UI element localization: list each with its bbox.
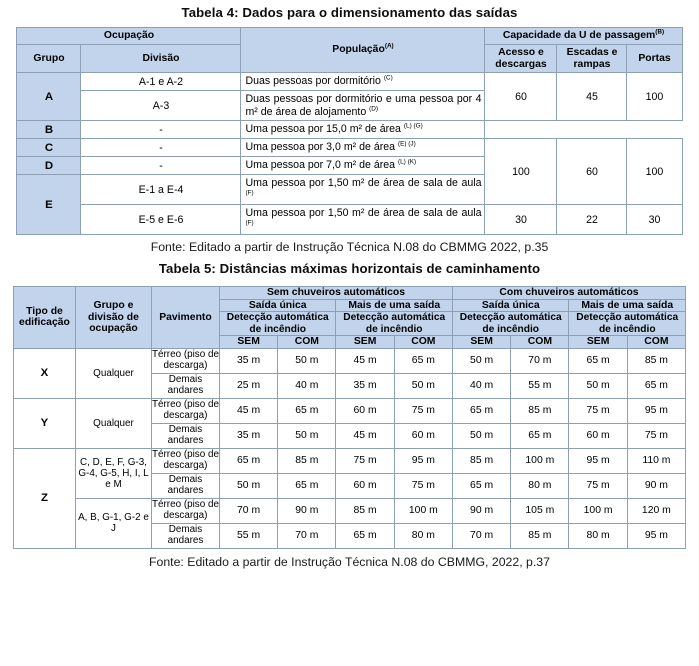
table5-header-saida-unica-sem: Saída única [219, 299, 336, 312]
table5-header-sem: SEM [569, 336, 627, 349]
table4-header-acesso-descargas: Acesso e descargas [485, 45, 557, 73]
table5-header-sem-chuveiros: Sem chuveiros automáticos [219, 287, 452, 300]
table5-cell-pavimento: Térreo (piso de descarga) [151, 448, 219, 473]
table5-cell-grupo-divisao: Qualquer [75, 398, 151, 448]
table5-cell-distance: 45 m [219, 398, 277, 423]
table4-header-populacao: População$^{(A)}$ [241, 28, 485, 73]
table4-cell-divisao: E-1 a E-4 [81, 175, 241, 205]
table5-header-tipo: Tipo de edificação [13, 287, 75, 349]
table5-cell-distance: 75 m [569, 398, 627, 423]
table-row [17, 139, 682, 157]
table4-header-ocupacao: Ocupação [17, 28, 241, 45]
table5-section [0, 256, 699, 569]
table5-cell-pavimento: Demais andares [151, 373, 219, 398]
table5-cell-tipo: X [13, 348, 75, 398]
table5-header-sem: SEM [452, 336, 510, 349]
table5-header-deteccao-4: Detecção automática de incêndio [569, 312, 686, 336]
table5-cell-distance: 90 m [627, 473, 685, 498]
table5-caption: Fonte: Editado a partir de Instrução Técnica N.08 do CBMMG, 2022, p.37 [148, 554, 550, 569]
table5-header-com: COM [511, 336, 569, 349]
table5-cell-distance: 85 m [278, 448, 336, 473]
table4-header-grupo: Grupo [17, 45, 81, 73]
table4-header-capacidade: Capacidade da U de passagem$^{(B)}$ [485, 28, 682, 45]
table5-cell-distance: 85 m [627, 348, 685, 373]
table5-cell-distance: 65 m [219, 448, 277, 473]
table4-cell-escadas-rampas: 22 [557, 205, 627, 235]
table5-header-deteccao-2: Detecção automática de incêndio [336, 312, 453, 336]
table4-cell-populacao: Uma pessoa por 1,50 m² de área de sala de aula $^{(F)}$ [241, 205, 485, 235]
table5-cell-distance: 70 m [219, 498, 277, 523]
table5-cell-distance: 90 m [452, 498, 510, 523]
table5-cell-tipo: Z [13, 448, 75, 548]
table5-cell-distance: 80 m [394, 523, 452, 548]
table5-cell-distance: 100 m [511, 448, 569, 473]
table5-cell-distance: 35 m [219, 348, 277, 373]
table5-cell-pavimento: Demais andares [151, 523, 219, 548]
table5-cell-distance: 110 m [627, 448, 685, 473]
table5-cell-distance: 105 m [511, 498, 569, 523]
table5-cell-distance: 85 m [452, 448, 510, 473]
table5-cell-distance: 50 m [278, 423, 336, 448]
table4-cell-populacao: Duas pessoas por dormitório $^{(C)}$ [241, 73, 485, 91]
table4-cell-acesso-descargas: 100 [485, 139, 557, 205]
table5-header-sem: SEM [336, 336, 394, 349]
table4-cell-divisao: - [81, 157, 241, 175]
table5-cell-distance: 60 m [336, 473, 394, 498]
table5-cell-distance: 80 m [569, 523, 627, 548]
table5-cell-distance: 65 m [278, 398, 336, 423]
table5-header-saida-unica-com: Saída única [452, 299, 569, 312]
table4-cell-escadas-rampas: 45 [557, 73, 627, 121]
table4-cell-divisao: A-3 [81, 91, 241, 121]
table4-header-escadas-rampas: Escadas e rampas [557, 45, 627, 73]
table4-cell-populacao: Uma pessoa por 3,0 m² de área $^{(E) (J)}$ [241, 139, 485, 157]
table4-cell-grupo: A [17, 73, 81, 121]
table5-cell-distance: 60 m [336, 398, 394, 423]
table5-header-mais-saida-sem: Mais de uma saída [336, 299, 453, 312]
table4-section [0, 0, 699, 254]
table5-header-com: COM [278, 336, 336, 349]
table5-cell-distance: 120 m [627, 498, 685, 523]
table5-cell-distance: 45 m [336, 348, 394, 373]
table5-cell-distance: 60 m [394, 423, 452, 448]
table4-cell-populacao: Uma pessoa por 15,0 m² de área $^{(L) (G)}$ [241, 121, 485, 139]
table5-cell-distance: 25 m [219, 373, 277, 398]
table5-cell-distance: 90 m [278, 498, 336, 523]
table-row [13, 498, 685, 523]
table-row [17, 73, 682, 91]
table5-cell-distance: 75 m [627, 423, 685, 448]
table5-cell-distance: 95 m [627, 398, 685, 423]
table4 [16, 27, 682, 235]
table5-title: Tabela 5: Distâncias máximas horizontais de caminhamento [158, 261, 541, 276]
table5-cell-distance: 65 m [569, 348, 627, 373]
table4-cell-grupo: E [17, 175, 81, 235]
table5-cell-distance: 85 m [336, 498, 394, 523]
table4-cell-divisao: E-5 e E-6 [81, 205, 241, 235]
table5-cell-distance: 60 m [569, 423, 627, 448]
table5-cell-distance: 80 m [511, 473, 569, 498]
table5-header-grupo-divisao: Grupo e divisão de ocupação [75, 287, 151, 349]
table5-cell-grupo-divisao: Qualquer [75, 348, 151, 398]
table4-cell-divisao: - [81, 139, 241, 157]
table4-cell-divisao: - [81, 121, 241, 139]
table4-cell-portas: 100 [627, 139, 682, 205]
table5-cell-pavimento: Térreo (piso de descarga) [151, 348, 219, 373]
table5-cell-pavimento: Demais andares [151, 423, 219, 448]
table5-cell-distance: 100 m [394, 498, 452, 523]
table5-cell-distance: 40 m [452, 373, 510, 398]
table5-cell-distance: 35 m [336, 373, 394, 398]
table5-cell-distance: 65 m [627, 373, 685, 398]
table-row [13, 348, 685, 373]
table4-cell-grupo: D [17, 157, 81, 175]
table4-header-row [17, 28, 682, 45]
table5-header-pavimento: Pavimento [151, 287, 219, 349]
table5-cell-distance: 40 m [278, 373, 336, 398]
table5-cell-distance: 70 m [511, 348, 569, 373]
table5-cell-distance: 85 m [511, 523, 569, 548]
table5-cell-distance: 65 m [452, 473, 510, 498]
table5-cell-distance: 65 m [278, 473, 336, 498]
table5-cell-distance: 70 m [278, 523, 336, 548]
table5-cell-distance: 95 m [627, 523, 685, 548]
table5-cell-distance: 75 m [336, 448, 394, 473]
table5-header-mais-saida-com: Mais de uma saída [569, 299, 686, 312]
table-row [13, 448, 685, 473]
table4-header-divisao: Divisão [81, 45, 241, 73]
table5-header-deteccao-1: Detecção automática de incêndio [219, 312, 336, 336]
table5-cell-distance: 65 m [452, 398, 510, 423]
table5-cell-distance: 70 m [452, 523, 510, 548]
table5-cell-grupo-divisao: A, B, G-1, G-2 e J [75, 498, 151, 548]
table5-cell-tipo: Y [13, 398, 75, 448]
table5-cell-distance: 50 m [569, 373, 627, 398]
table5-header-com-chuveiros: Com chuveiros automáticos [452, 287, 685, 300]
table5-cell-distance: 50 m [452, 348, 510, 373]
table5-cell-distance: 65 m [511, 423, 569, 448]
table4-cell-grupo: B [17, 121, 81, 139]
table4-cell-escadas-rampas: 60 [557, 139, 627, 205]
table4-cell-grupo: C [17, 139, 81, 157]
table4-caption: Fonte: Editado a partir de Instrução Técnica N.08 do CBMMG 2022, p.35 [150, 240, 549, 254]
table5-cell-distance: 50 m [452, 423, 510, 448]
table5-cell-distance: 95 m [569, 448, 627, 473]
table4-title: Tabela 4: Dados para o dimensionamento das saídas [181, 5, 518, 20]
table5-cell-distance: 65 m [394, 348, 452, 373]
table5-cell-distance: 55 m [219, 523, 277, 548]
table5-header-sem: SEM [219, 336, 277, 349]
table5-cell-pavimento: Térreo (piso de descarga) [151, 398, 219, 423]
table5-cell-distance: 85 m [511, 398, 569, 423]
table5-cell-grupo-divisao: C, D, E, F, G-3, G-4, G-5, H, I, L e M [75, 448, 151, 498]
table5-header-row [13, 287, 685, 300]
table5-cell-distance: 35 m [219, 423, 277, 448]
table5-cell-distance: 100 m [569, 498, 627, 523]
table5-header-deteccao-3: Detecção automática de incêndio [452, 312, 569, 336]
table4-cell-populacao: Uma pessoa por 7,0 m² de área $^{(L) (K)}$ [241, 157, 485, 175]
table5-cell-distance: 75 m [569, 473, 627, 498]
table4-cell-populacao: Uma pessoa por 1,50 m² de área de sala de aula $^{(F)}$ [241, 175, 485, 205]
table5-cell-distance: 50 m [219, 473, 277, 498]
table-row [17, 121, 682, 139]
table-row [13, 398, 685, 423]
table4-cell-divisao: A-1 e A-2 [81, 73, 241, 91]
table4-cell-portas: 30 [627, 205, 682, 235]
table5-cell-distance: 50 m [278, 348, 336, 373]
table5-cell-distance: 75 m [394, 398, 452, 423]
table4-cell-acesso-descargas: 30 [485, 205, 557, 235]
table5-cell-distance: 75 m [394, 473, 452, 498]
table4-cell-acesso-descargas: 60 [485, 73, 557, 121]
table5-cell-distance: 50 m [394, 373, 452, 398]
table5-cell-distance: 95 m [394, 448, 452, 473]
table5-header-com: COM [394, 336, 452, 349]
table5-header-com: COM [627, 336, 685, 349]
table5-cell-distance: 55 m [511, 373, 569, 398]
table4-header-portas: Portas [627, 45, 682, 73]
table5 [13, 286, 686, 549]
table5-cell-distance: 65 m [336, 523, 394, 548]
table5-cell-pavimento: Térreo (piso de descarga) [151, 498, 219, 523]
table5-cell-distance: 45 m [336, 423, 394, 448]
table4-cell-populacao: Duas pessoas por dormitório e uma pessoa por 4 m² de área de alojamento $^{(D)}$ [241, 91, 485, 121]
table-row [17, 205, 682, 235]
table5-cell-pavimento: Demais andares [151, 473, 219, 498]
table4-cell-portas: 100 [627, 73, 682, 121]
